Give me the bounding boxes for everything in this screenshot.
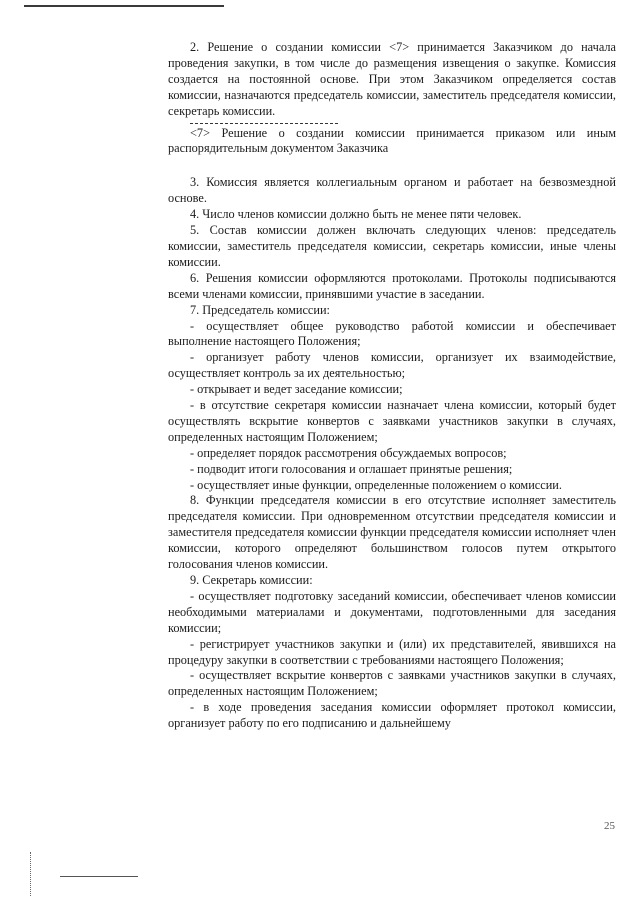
- paragraph-7-heading: 7. Председатель комиссии:: [190, 302, 330, 317]
- footnote-7: <7> Решение о создании комиссии принимается приказом или иным распорядительным документом Заказчика: [168, 125, 616, 156]
- paragraph-gap: [168, 157, 616, 175]
- scan-bottom-line: [60, 876, 138, 877]
- list-item: - подводит итоги голосования и оглашает принятые решения;: [190, 461, 513, 476]
- list-item: - в отсутствие секретаря комиссии назначает члена комиссии, который будет осуществлять вскрытие конвертов с заявками участников закупки в случаях, определенных настоящим Положением;: [168, 398, 616, 444]
- scan-edge-line: [24, 5, 224, 7]
- list-item: - регистрирует участников закупки и (или) их представителей, явившихся на процедуру закупки в соответствии с требованиями настоящего Положения;: [168, 636, 616, 667]
- list-item: - открывает и ведет заседание комиссии;: [190, 382, 403, 397]
- page-number: 25: [604, 820, 615, 832]
- paragraph-8: 8. Функции председателя комиссии в его отсутствие исполняет заместитель председателя комиссии. При одновременном отсутствии председателя комиссии и заместителя председателя комиссии функции председателя комиссии исполняет член комиссии, которого определяют большинством голосов путем открытого голосования членов комиссии.: [168, 493, 616, 572]
- list-item: - определяет порядок рассмотрения обсуждаемых вопросов;: [190, 445, 507, 460]
- paragraph-9-heading: 9. Секретарь комиссии:: [190, 573, 313, 587]
- list-item: - осуществляет общее руководство работой комиссии и обеспечивает выполнение настоящего Положения;: [168, 318, 616, 349]
- list-item: - в ходе проведения заседания комиссии оформляет протокол комиссии, организует работу по его подписанию и дальнейшему: [168, 700, 616, 731]
- paragraph-6: 6. Решения комиссии оформляются протоколами. Протоколы подписываются всеми членами комиссии, принявшими участие в заседании.: [168, 270, 616, 301]
- list-item: - осуществляет иные функции, определенные положением о комиссии.: [190, 477, 562, 492]
- footnote-separator: [190, 123, 338, 124]
- paragraph-3: 3. Комиссия является коллегиальным органом и работает на безвозмездной основе.: [168, 175, 616, 206]
- paragraph-2: 2. Решение о создании комиссии <7> принимается Заказчиком до начала проведения закупки, в том числе до размещения извещения о закупке. Комиссия создается на постоянной основе. При этом Заказчиком определяется состав комиссии, назначаются председатель комиссии, заместитель председателя комиссии, секретарь комиссии.: [168, 40, 616, 118]
- paragraph-4: 4. Число членов комиссии должно быть не менее пяти человек.: [190, 207, 522, 222]
- paragraph-5: 5. Состав комиссии должен включать следующих членов: председатель комиссии, заместитель председателя комиссии, секретарь комиссии, иные члены комиссии.: [168, 223, 616, 269]
- list-item: - организует работу членов комиссии, организует их взаимодействие, осуществляет контроль за их деятельностью;: [168, 350, 616, 381]
- document-page: [168, 40, 616, 732]
- scan-margin-marks: [30, 852, 32, 896]
- list-item: - осуществляет подготовку заседаний комиссии, обеспечивает членов комиссии необходимыми материалами и документами, подготовленными для заседания комиссии;: [168, 588, 616, 635]
- list-item: - осуществляет вскрытие конвертов с заявками участников закупки в случаях, определенных настоящим Положением;: [168, 668, 616, 699]
